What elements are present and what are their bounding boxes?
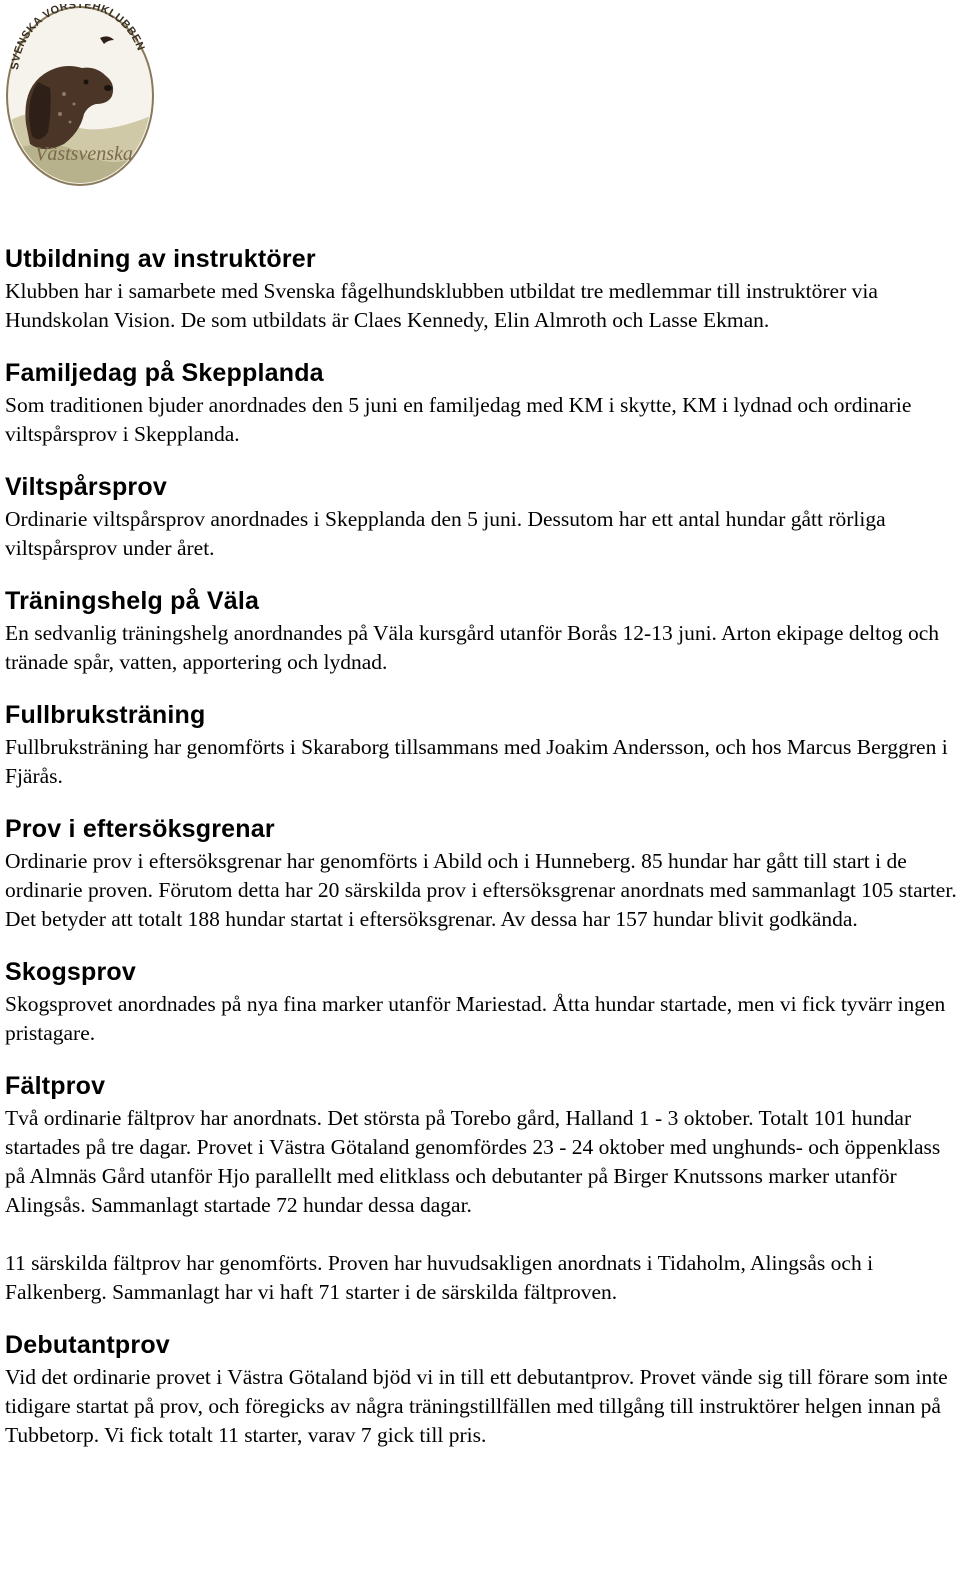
section-paragraph: En sedvanlig träningshelg anordnandes på Väla kursgård utanför Borås 12-13 juni. Arton ekipage deltog och tränade spår, vatten, apportering och lydnad. bbox=[5, 621, 940, 674]
report-section bbox=[5, 814, 957, 934]
section-paragraph: 11 särskilda fältprov har genomförts. Proven har huvudsakligen anordnats i Tidaholm, Alingsås och i Falkenberg. Sammanlagt har vi haft 71 starter i de särskilda fältproven. bbox=[5, 1251, 874, 1304]
section-heading: Fullbruksträning bbox=[5, 701, 206, 729]
logo-script-text: Västsvenska bbox=[35, 143, 133, 165]
section-heading: Skogsprov bbox=[5, 958, 136, 986]
section-paragraph: Skogsprovet anordnades på nya fina marker utanför Mariestad. Åtta hundar startade, men vi fick tyvärr ingen pristagare. bbox=[5, 992, 946, 1045]
section-heading: Familjedag på Skepplanda bbox=[5, 359, 324, 387]
section-paragraph: Ordinarie viltspårsprov anordnades i Skepplanda den 5 juni. Dessutom har ett antal hundar gått rörliga viltspårsprov under året. bbox=[5, 507, 886, 560]
club-logo bbox=[4, 4, 156, 188]
section-paragraph: Vid det ordinarie provet i Västra Götaland bjöd vi in till ett debutantprov. Provet vände sig till förare som inte tidigare startat på prov, och föregicks av några träningstillfällen med tillgång till instruktörer helgen innan på Tubbetorp. Vi fick totalt 11 starter, varav 7 gick till pris. bbox=[5, 1365, 948, 1447]
report-section bbox=[5, 1071, 957, 1307]
logo-arc-text: SVENSKA VORSTEHKLUBBEN bbox=[9, 4, 147, 71]
club-logo-emblem bbox=[4, 4, 156, 188]
report-section bbox=[5, 700, 957, 791]
section-heading: Prov i eftersöksgrenar bbox=[5, 815, 275, 843]
report-section bbox=[5, 358, 957, 449]
report-section bbox=[5, 1330, 957, 1450]
section-heading: Fältprov bbox=[5, 1072, 106, 1100]
report-section bbox=[5, 472, 957, 563]
section-heading: Utbildning av instruktörer bbox=[5, 245, 316, 273]
section-paragraph: Som traditionen bjuder anordnades den 5 juni en familjedag med KM i skytte, KM i lydnad och ordinarie viltspårsprov i Skepplanda. bbox=[5, 393, 912, 446]
report-content bbox=[5, 244, 957, 1473]
section-paragraph: Fullbruksträning har genomförts i Skaraborg tillsammans med Joakim Andersson, och hos Marcus Berggren i Fjärås. bbox=[5, 735, 948, 788]
section-heading: Viltspårsprov bbox=[5, 473, 167, 501]
section-heading: Träningshelg på Väla bbox=[5, 587, 260, 615]
report-section bbox=[5, 244, 957, 335]
report-section bbox=[5, 957, 957, 1048]
section-paragraph: Klubben har i samarbete med Svenska fågelhundsklubben utbildat tre medlemmar till instruktörer via Hundskolan Vision. De som utbildats är Claes Kennedy, Elin Almroth och Lasse Ekman. bbox=[5, 279, 878, 332]
section-heading: Debutantprov bbox=[5, 1331, 170, 1359]
section-paragraph: Två ordinarie fältprov har anordnats. Det största på Torebo gård, Halland 1 - 3 oktober. Totalt 101 hundar startades på tre dagar. Provet i Västra Götaland genomfördes 23 - 24 oktober med unghunds- och öppenklass på Almnäs Gård utanför Hjo parallellt med elitklass och debutanter på Birger Knutssons marker utanför Alingsås. Sammanlagt startade 72 hundar dessa dagar. bbox=[5, 1106, 941, 1217]
report-section bbox=[5, 586, 957, 677]
section-paragraph: Ordinarie prov i eftersöksgrenar har genomförts i Abild och i Hunneberg. 85 hundar har gått till start i de ordinarie proven. Förutom detta har 20 särskilda prov i eftersöksgrenar anordnats med sammanlagt 105 starter. Det betyder att totalt 188 hundar startat i eftersöksgrenar. Av dessa har 157 hundar blivit godkända. bbox=[5, 849, 957, 931]
